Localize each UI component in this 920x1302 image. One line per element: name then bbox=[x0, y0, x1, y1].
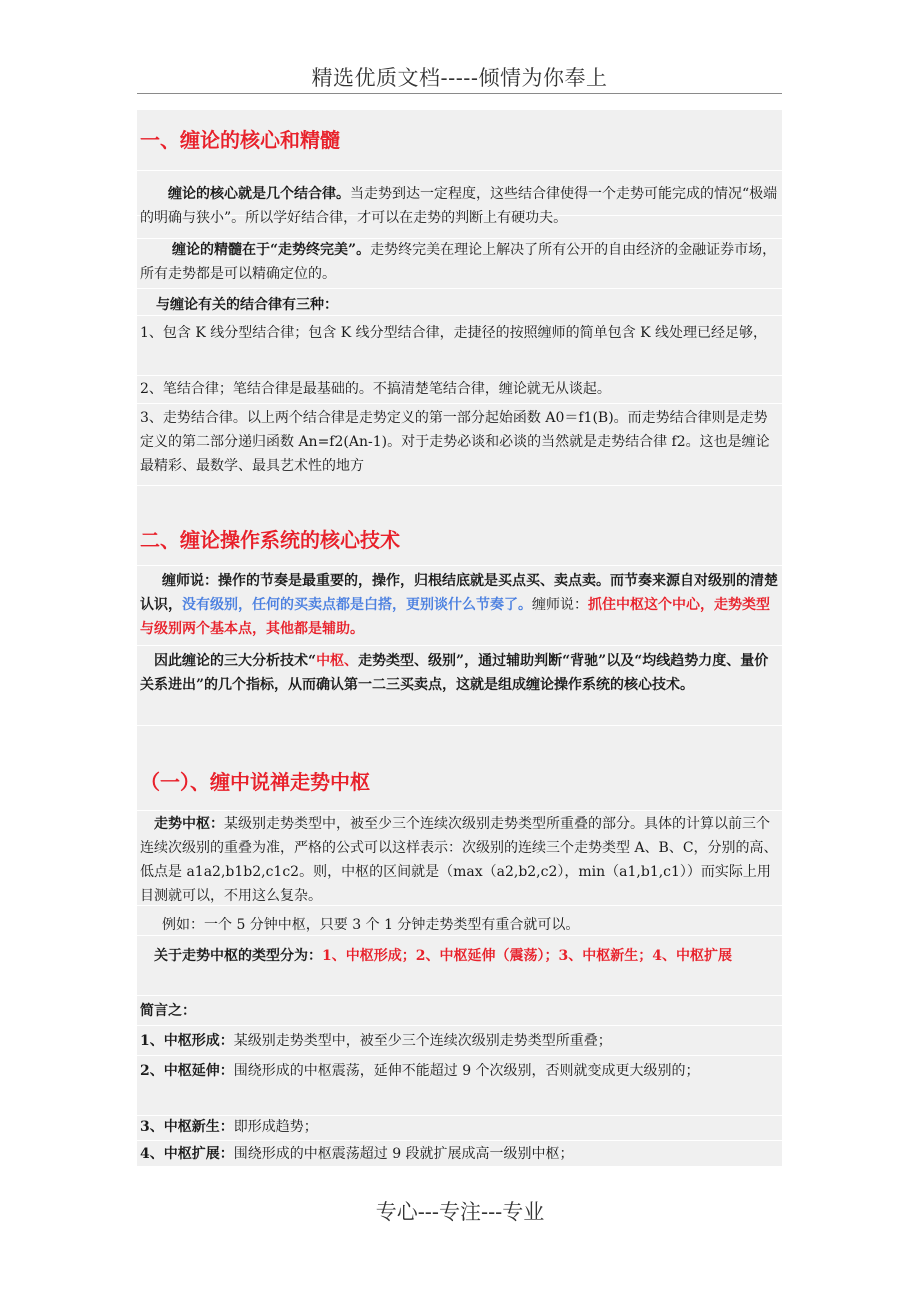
page-header: 精选优质文档-----倾情为你奉上 bbox=[311, 66, 608, 90]
paragraph-text: 围绕形成的中枢震荡超过 9 段就扩展成高一级别中枢； bbox=[233, 1146, 574, 1162]
bold-lead: 1、中枢形成： bbox=[140, 1033, 234, 1049]
list-item: 2、笔结合律；笔结合律是最基础的。不搞清楚笔结合律，缠论就无从谈起。 bbox=[140, 381, 611, 397]
bold-lead: 走势中枢： bbox=[154, 816, 224, 832]
paragraph bbox=[140, 569, 778, 641]
list-item bbox=[140, 1115, 778, 1139]
bold-lead: 缠论的精髓在于“走势终完美”。 bbox=[172, 242, 371, 258]
section-heading: 二、缠论操作系统的核心技术 bbox=[140, 528, 400, 552]
row-divider bbox=[137, 375, 782, 376]
row-divider bbox=[137, 403, 782, 404]
paragraph bbox=[140, 944, 778, 968]
paragraph-text: 缠师说： bbox=[532, 597, 588, 613]
paragraph-text: 走势终完美在理论上解决了所有公开的自由经济的金融证券市场，所有走势都是可以精确定位的。 bbox=[140, 242, 777, 282]
row-divider bbox=[137, 725, 782, 726]
row-divider bbox=[137, 170, 782, 171]
paragraph: 例如：一个 5 分钟中枢，只要 3 个 1 分钟走势类型有重合就可以。 bbox=[162, 917, 580, 933]
row-divider bbox=[137, 1140, 782, 1141]
subsection-heading: （一）、缠中说禅走势中枢 bbox=[140, 770, 370, 794]
highlight-blue: 没有级别，任何的买卖点都是白搭，更别谈什么节奏了。 bbox=[182, 597, 532, 613]
bold-lead: 缠论的核心就是几个结合律。 bbox=[168, 186, 350, 202]
paragraph-text: 某级别走势类型中，被至少三个连续次级别走势类型所重叠； bbox=[233, 1033, 612, 1049]
list-item bbox=[140, 1059, 778, 1083]
paragraph-text: 关于走势中枢的类型分为： bbox=[154, 948, 322, 964]
paragraph-text: 即形成趋势； bbox=[233, 1119, 318, 1135]
paragraph bbox=[140, 812, 778, 908]
paragraph-text: 因此缠论的三大分析技术“ bbox=[154, 653, 317, 669]
highlight-red: 抓住中枢这个中心，走势类型与级别两个基本点，其他都是辅助。 bbox=[140, 597, 770, 637]
bold-lead: 3、中枢新生： bbox=[140, 1119, 234, 1135]
row-divider bbox=[137, 995, 782, 996]
bold-lead: 2、中枢延伸： bbox=[140, 1063, 234, 1079]
paragraph-text: 缠师说：操作的节奏是最重要的，操作，归根结底就是买点买、卖点卖。而节奏来源自对级别的清楚认识， bbox=[140, 573, 778, 613]
list-item: 1、包含 K 线分型结合律；包含 K 线分型结合律，走捷径的按照缠师的简单包含 K 线处理已经足够， bbox=[140, 325, 767, 341]
paragraph bbox=[140, 649, 778, 697]
highlight-red: 中枢、 bbox=[316, 653, 359, 669]
row-divider bbox=[137, 645, 782, 646]
list-item: 3、走势结合律。以上两个结合律是走势定义的第一部分起始函数 A0＝f1(B)。而走势结合律则是走势定义的第二部分递归函数 An=f2(An-1)。对于走势必谈和必谈的当然就是走势结合律 f2。这也是缠论最精彩、最数学、最具艺术性的地方 bbox=[140, 410, 770, 474]
paragraph bbox=[140, 182, 778, 230]
list-item bbox=[140, 1142, 778, 1166]
paragraph-text: 走势类型、级别”，通过辅助判断“背驰”以及“均线趋势力度、量价关系进出”的几个指标，从而确认第一二三买卖点，这就是组成缠论操作系统的核心技术。 bbox=[140, 653, 769, 693]
row-divider bbox=[137, 1025, 782, 1026]
paragraph-text: 围绕形成的中枢震荡，延伸不能超过 9 个次级别，否则就变成更大级别的； bbox=[233, 1063, 700, 1079]
highlight-red: 1、中枢形成；2、中枢延伸（震荡）；3、中枢新生；4、中枢扩展 bbox=[322, 948, 732, 964]
paragraph: 简言之： bbox=[140, 1003, 196, 1019]
bold-lead: 4、中枢扩展： bbox=[140, 1146, 234, 1162]
row-divider bbox=[137, 1055, 782, 1056]
paragraph: 与缠论有关的结合律有三种： bbox=[156, 297, 338, 313]
page-footer: 专心---专注---专业 bbox=[375, 1200, 545, 1224]
header-rule bbox=[137, 93, 782, 94]
document-body bbox=[137, 110, 782, 1166]
row-divider bbox=[137, 565, 782, 566]
list-item bbox=[140, 1029, 778, 1053]
paragraph bbox=[140, 238, 778, 286]
paragraph-text: 某级别走势类型中，被至少三个连续次级别走势类型所重叠的部分。具体的计算以前三个连续次级别的重叠为准，严格的公式可以这样表示：次级别的连续三个走势类型 A、B、C，分别的高、低点是 a1a2,b1b2,c1c2。则，中枢的区间就是（max（a2,b2,c2），min（a1,b1,c1））而实际上用目测就可以，不用这么复杂。 bbox=[140, 816, 778, 904]
row-divider bbox=[137, 288, 782, 289]
row-divider bbox=[137, 810, 782, 811]
section-heading: 一、缠论的核心和精髓 bbox=[140, 128, 340, 152]
paragraph-text: 当走势到达一定程度，这些结合律使得一个走势可能完成的情况“极端的明确与狭小”。所以学好结合律，才可以在走势的判断上有硬功夫。 bbox=[140, 186, 778, 226]
row-divider bbox=[137, 485, 782, 486]
